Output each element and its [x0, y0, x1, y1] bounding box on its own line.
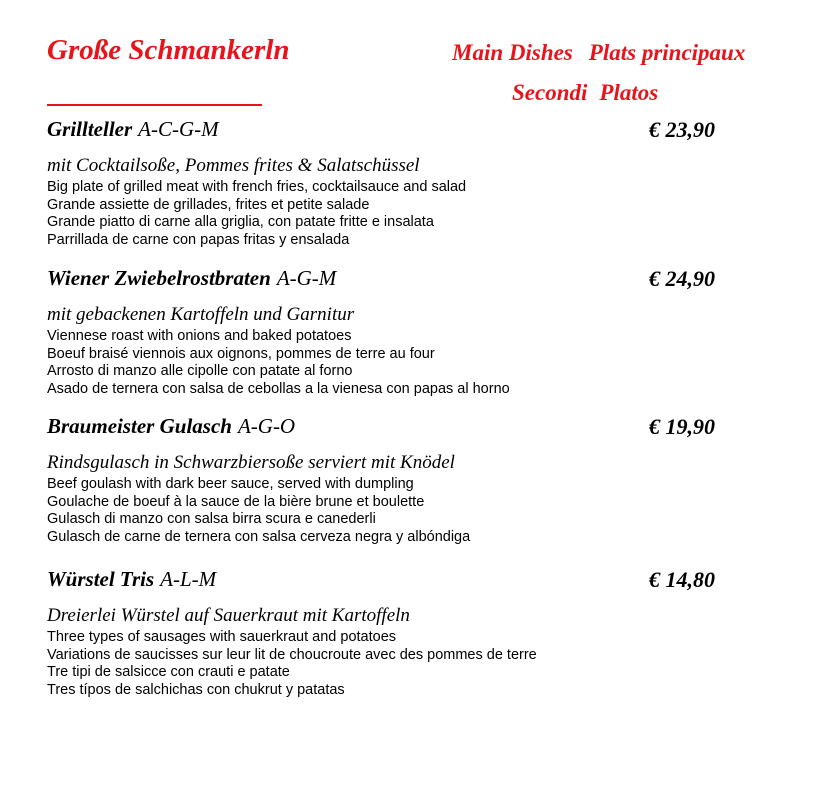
allergen-codes: A-G-M	[276, 266, 337, 290]
allergen-codes: A-C-G-M	[138, 117, 219, 141]
german-description: mit Cocktailsoße, Pommes frites & Salatschüssel	[47, 155, 420, 176]
subtitle-spanish: Platos	[599, 80, 659, 105]
description-french: Variations de saucisses sur leur lit de choucroute avec des pommes de terre	[47, 646, 537, 663]
menu-item	[47, 567, 747, 699]
description-english: Viennese roast with onions and baked potatoes	[47, 328, 352, 344]
description-spanish: Asado de ternera con salsa de cebollas a la vienesa con papas al horno	[47, 380, 510, 397]
dish-price: € 24,90	[649, 266, 715, 291]
description-french: Goulache de boeuf à la sauce de la bière brune et boulette	[47, 493, 425, 510]
description-english: Beef goulash with dark beer sauce, served with dumpling	[47, 476, 414, 492]
dish-price: € 19,90	[649, 414, 715, 439]
dish-name: Braumeister Gulasch	[47, 414, 232, 438]
section-subtitle-line-1	[452, 40, 745, 66]
description-english: Three types of sausages with sauerkraut and potatoes	[47, 629, 397, 645]
description-italian: Grande piatto di carne alla griglia, con patate fritte e insalata	[47, 214, 434, 231]
description-french: Grande assiette de grillades, frites et petite salade	[47, 196, 370, 213]
german-description: mit gebackenen Kartoffeln und Garnitur	[47, 304, 355, 325]
allergen-codes: A-G-O	[237, 414, 296, 438]
description-spanish: Tres típos de salchichas con chukrut y patatas	[47, 681, 345, 698]
description-italian: Gulasch di manzo con salsa birra scura e canederli	[47, 511, 376, 528]
description-italian: Arrosto di manzo alle cipolle con patate al forno	[47, 363, 353, 380]
german-description: Rindsgulasch in Schwarzbiersoße serviert mit Knödel	[47, 452, 455, 473]
description-italian: Tre tipi de salsicce con crauti e patate	[47, 664, 290, 681]
german-description: Dreierlei Würstel auf Sauerkraut mit Kartoffeln	[47, 605, 410, 626]
dish-name: Würstel Tris	[47, 567, 155, 591]
subtitle-italian: Secondi	[512, 80, 588, 105]
menu-item-header	[47, 266, 747, 296]
dish-name: Wiener Zwiebelrostbraten	[47, 266, 271, 290]
description-spanish: Parrillada de carne con papas fritas y ensalada	[47, 231, 350, 248]
menu-item-header	[47, 117, 747, 147]
description-spanish: Gulasch de carne de ternera con salsa cerveza negra y albóndiga	[47, 528, 471, 545]
menu-item-header	[47, 567, 747, 597]
menu-item-header	[47, 414, 747, 444]
dish-price: € 23,90	[649, 117, 715, 142]
title-underline	[47, 104, 262, 106]
menu-item	[47, 414, 747, 546]
description-french: Boeuf braisé viennois aux oignons, pommes de terre au four	[47, 345, 435, 362]
dish-name: Grillteller	[47, 117, 133, 141]
section-subtitle-line-2	[512, 80, 658, 106]
dish-price: € 14,80	[649, 567, 715, 592]
description-english: Big plate of grilled meat with french fries, cocktailsauce and salad	[47, 179, 467, 195]
menu-section-title: Große Schmankerln	[47, 34, 290, 66]
menu-item	[47, 117, 747, 249]
subtitle-french: Plats principaux	[588, 40, 746, 65]
allergen-codes: A-L-M	[160, 567, 217, 591]
subtitle-english: Main Dishes	[452, 40, 573, 65]
menu-item	[47, 266, 747, 398]
